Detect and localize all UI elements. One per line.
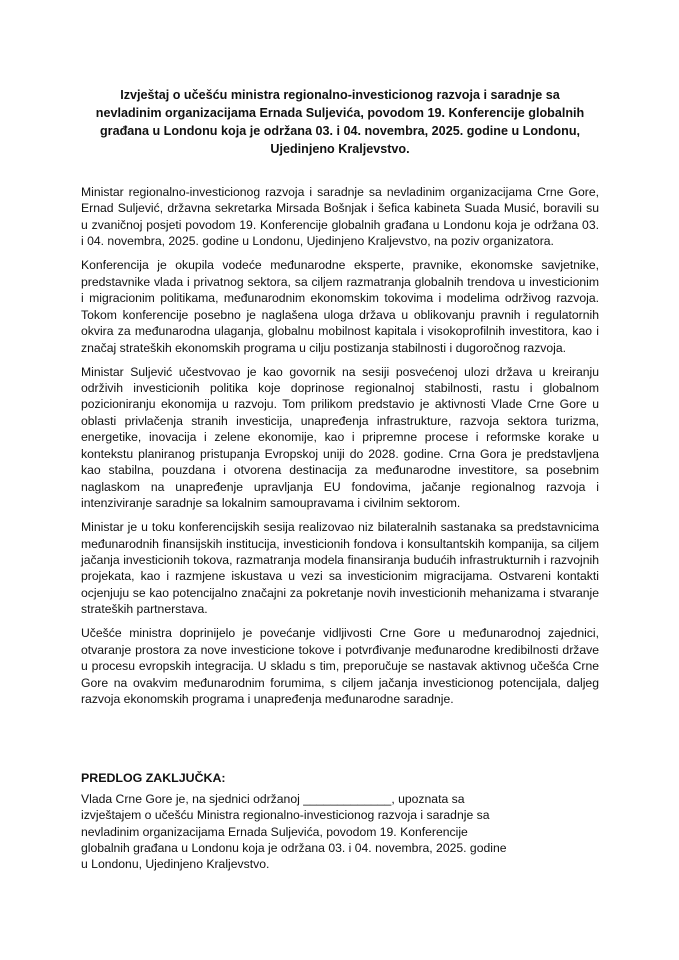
paragraph-speech: Ministar Suljević učestvovao je kao govornik na sesiji posvećenoj ulozi država u kreiranju održivih investicionih politika koje doprinose regionalnoj stabilnosti, rastu i globalnom pozicioniranju ekonomija u razvoju. Tom prilikom predstavio je aktivnosti Vlade Crne Gore u oblasti privlačenja stranih investicija, unapređenja infrastrukture, razvoja sektora turizma, energetike, inovacija i zelene ekonomije, kao i pripremne procese i reformske korake u kontekstu planiranog pristupanja Evropskoj uniji do 2028. godine. Crna Gora je predstavljena kao stabilna, pouzdana i otvorena destinacija za međunarodne investitore, sa posebnim naglaskom na unapređenje upravljanja EU fondovima, jačanje regionalnog razvoja i intenziviranje saradnje sa lokalnim samoupravama i civilnim sektorom. [81, 364, 599, 511]
conclusion-line: Vlada Crne Gore je, na sjednici održanoj _____________, upoznata sa [81, 791, 465, 806]
conclusion-text [81, 791, 599, 873]
paragraph-meetings: Ministar je u toku konferencijskih sesija realizovao niz bilateralnih sastanaka sa predstavnicima međunarodnih finansijskih institucija, investicionih fondova i konsultantskih kompanija, sa ciljem jačanja investicionih tokova, razmatranja modela finansiranja budućih infrastrukturnih i razvojnih projekata, kao i razmjene iskustava u vezi sa investicionim migracijama. Ostvareni kontakti ocjenjuju se kao potencijalno značajni za pokretanje novih investicionih mehanizama i stvaranje strateških partnerstava. [81, 520, 599, 617]
document-title: Izvještaj o učešću ministra regionalno-investicionog razvoja i saradnje sa nevladinim organizacijama Ernada Suljevića, povodom 19. Konferencije globalnih građana u Londonu koja je održana 03. i 04. novembra, 2025. godine u Londonu, Ujedinjeno Kraljevstvo. [95, 88, 585, 156]
conclusion-line: izvještajem o učešću Ministra regionalno-investicionog razvoja i saradnje sa [81, 808, 490, 823]
conclusion-heading: PREDLOG ZAKLJUČKA: [81, 770, 226, 785]
conclusion-line: globalnih građana u Londonu koja je održana 03. i 04. novembra, 2025. godine [81, 840, 507, 855]
paragraph-conference: Konferencija je okupila vodeće međunarodne eksperte, pravnike, ekonomske savjetnike, predstavnike vlada i privatnog sektora, sa ciljem razmatranja globalnih trendova u investicionim i migracionim politikama, međunarodnim ekonomskim tokovima i modelima održivog razvoja. Tokom konferencije posebno je naglašena uloga država u oblikovanju pravnih i regulatornih okvira za međunarodna ulaganja, globalnu mobilnost kapitala i visokoprofilnih investitora, kao i značaj strateških ekonomskih programa u cilju postizanja stabilnosti i dugoročnog razvoja. [81, 258, 599, 355]
document-page [81, 86, 599, 873]
conclusion-line: nevladinim organizacijama Ernada Suljevića, povodom 19. Konferencije [81, 824, 468, 839]
paragraph-intro: Ministar regionalno-investicionog razvoja i saradnje sa nevladinim organizacijama Crne Gore, Ernad Suljević, državna sekretarka Mirsada Bošnjak i šefica kabineta Suada Musić, boravili su u zvaničnoj posjeti povodom 19. Konferencije globalnih građana u Londonu koja je održana 03. i 04. novembra, 2025. godine u Londonu, Ujedinjeno Kraljevstvo, na poziv organizatora. [81, 185, 599, 249]
conclusion-line: u Londonu, Ujedinjeno Kraljevstvo. [81, 857, 270, 872]
paragraph-outcome: Učešće ministra doprinijelo je povećanje vidljivosti Crne Gore u međunarodnoj zajednici, otvaranje prostora za nove investicione tokove i potvrđivanje međunarodne kredibilnosti države u procesu evropskih integracija. U skladu s tim, preporučuje se nastavak aktivnog učešća Crne Gore na ovakvim međunarodnim forumima, s ciljem jačanja investicionog potencijala, daljeg razvoja ekonomskih programa i unapređenja međunarodne saradnje. [81, 626, 599, 707]
